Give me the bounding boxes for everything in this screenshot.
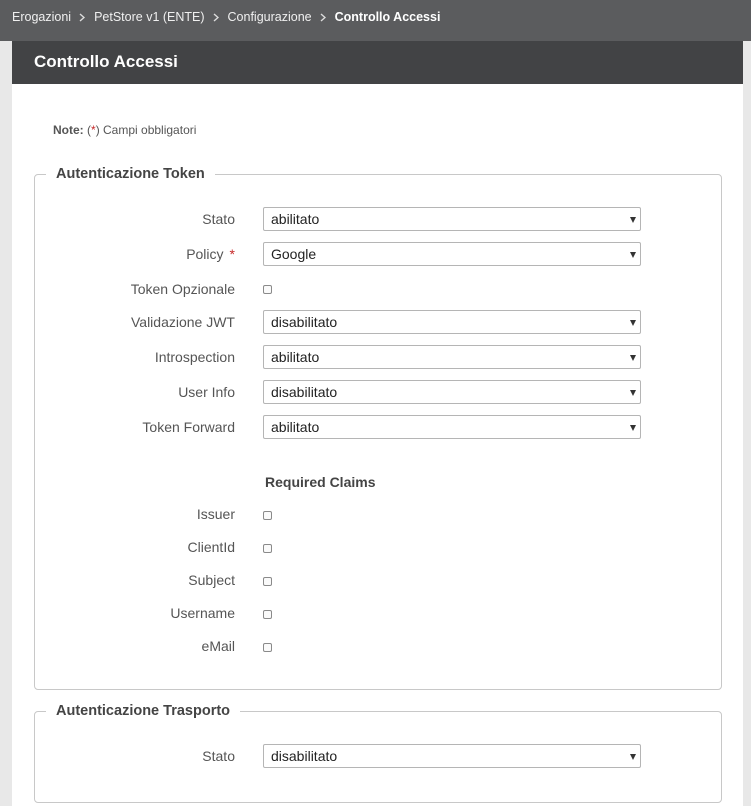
clientid-label: ClientId xyxy=(187,539,235,555)
breadcrumb-current: Controllo Accessi xyxy=(334,10,441,24)
clientid-checkbox[interactable] xyxy=(263,544,272,553)
required-star: * xyxy=(91,123,96,137)
validazione-jwt-value: disabilitato xyxy=(271,314,338,330)
issuer-checkbox[interactable] xyxy=(263,511,272,520)
introspection-select[interactable] xyxy=(263,345,641,369)
required-star: * xyxy=(229,246,235,262)
chevron-right-icon xyxy=(79,9,87,25)
token-forward-select[interactable] xyxy=(263,415,641,439)
transport-stato-select[interactable] xyxy=(263,744,641,768)
token-opzionale-label: Token Opzionale xyxy=(130,281,235,297)
user-info-select[interactable] xyxy=(263,380,641,404)
issuer-label: Issuer xyxy=(196,506,235,522)
introspection-label: Introspection xyxy=(154,349,235,365)
username-checkbox[interactable] xyxy=(263,610,272,619)
subject-checkbox[interactable] xyxy=(263,577,272,586)
stato-value: abilitato xyxy=(271,211,320,227)
token-opzionale-checkbox[interactable] xyxy=(263,285,272,294)
caret-down-icon xyxy=(630,754,636,760)
policy-label-text: Policy xyxy=(186,246,224,262)
required-claims-heading: Required Claims xyxy=(265,474,376,490)
note-label: Note: xyxy=(53,123,84,137)
email-checkbox[interactable] xyxy=(263,643,272,652)
breadcrumb xyxy=(12,9,440,25)
validazione-jwt-label: Validazione JWT xyxy=(130,314,235,330)
chevron-right-icon xyxy=(320,9,328,25)
caret-down-icon xyxy=(630,355,636,361)
token-forward-label: Token Forward xyxy=(142,419,235,435)
policy-value: Google xyxy=(271,246,317,262)
email-label: eMail xyxy=(201,638,235,654)
policy-select[interactable] xyxy=(263,242,641,266)
top-bar xyxy=(0,0,751,41)
note-open: ( xyxy=(87,123,92,137)
caret-down-icon xyxy=(630,425,636,431)
panel-header xyxy=(12,41,743,84)
introspection-value: abilitato xyxy=(271,349,320,365)
main-panel xyxy=(12,41,743,806)
subject-label: Subject xyxy=(188,572,235,588)
breadcrumb-erogazioni[interactable]: Erogazioni xyxy=(12,10,72,24)
stato-select[interactable] xyxy=(263,207,641,231)
transport-stato-label: Stato xyxy=(202,748,235,764)
username-label: Username xyxy=(170,605,235,621)
stato-label: Stato xyxy=(202,211,235,227)
note-text: ) Campi obbligatori xyxy=(95,123,197,137)
transport-auth-legend: Autenticazione Trasporto xyxy=(56,703,231,719)
policy-label xyxy=(35,245,235,263)
transport-stato-value: disabilitato xyxy=(271,748,338,764)
required-note xyxy=(53,123,196,137)
token-forward-value: abilitato xyxy=(271,419,320,435)
breadcrumb-petstore[interactable]: PetStore v1 (ENTE) xyxy=(94,10,205,24)
caret-down-icon xyxy=(630,217,636,223)
chevron-right-icon xyxy=(213,9,221,25)
breadcrumb-configurazione[interactable]: Configurazione xyxy=(227,10,312,24)
token-auth-legend: Autenticazione Token xyxy=(56,166,205,182)
user-info-value: disabilitato xyxy=(271,384,338,400)
page-title: Controllo Accessi xyxy=(34,52,178,71)
caret-down-icon xyxy=(630,390,636,396)
user-info-label: User Info xyxy=(178,384,235,400)
validazione-jwt-select[interactable] xyxy=(263,310,641,334)
caret-down-icon xyxy=(630,252,636,258)
caret-down-icon xyxy=(630,320,636,326)
